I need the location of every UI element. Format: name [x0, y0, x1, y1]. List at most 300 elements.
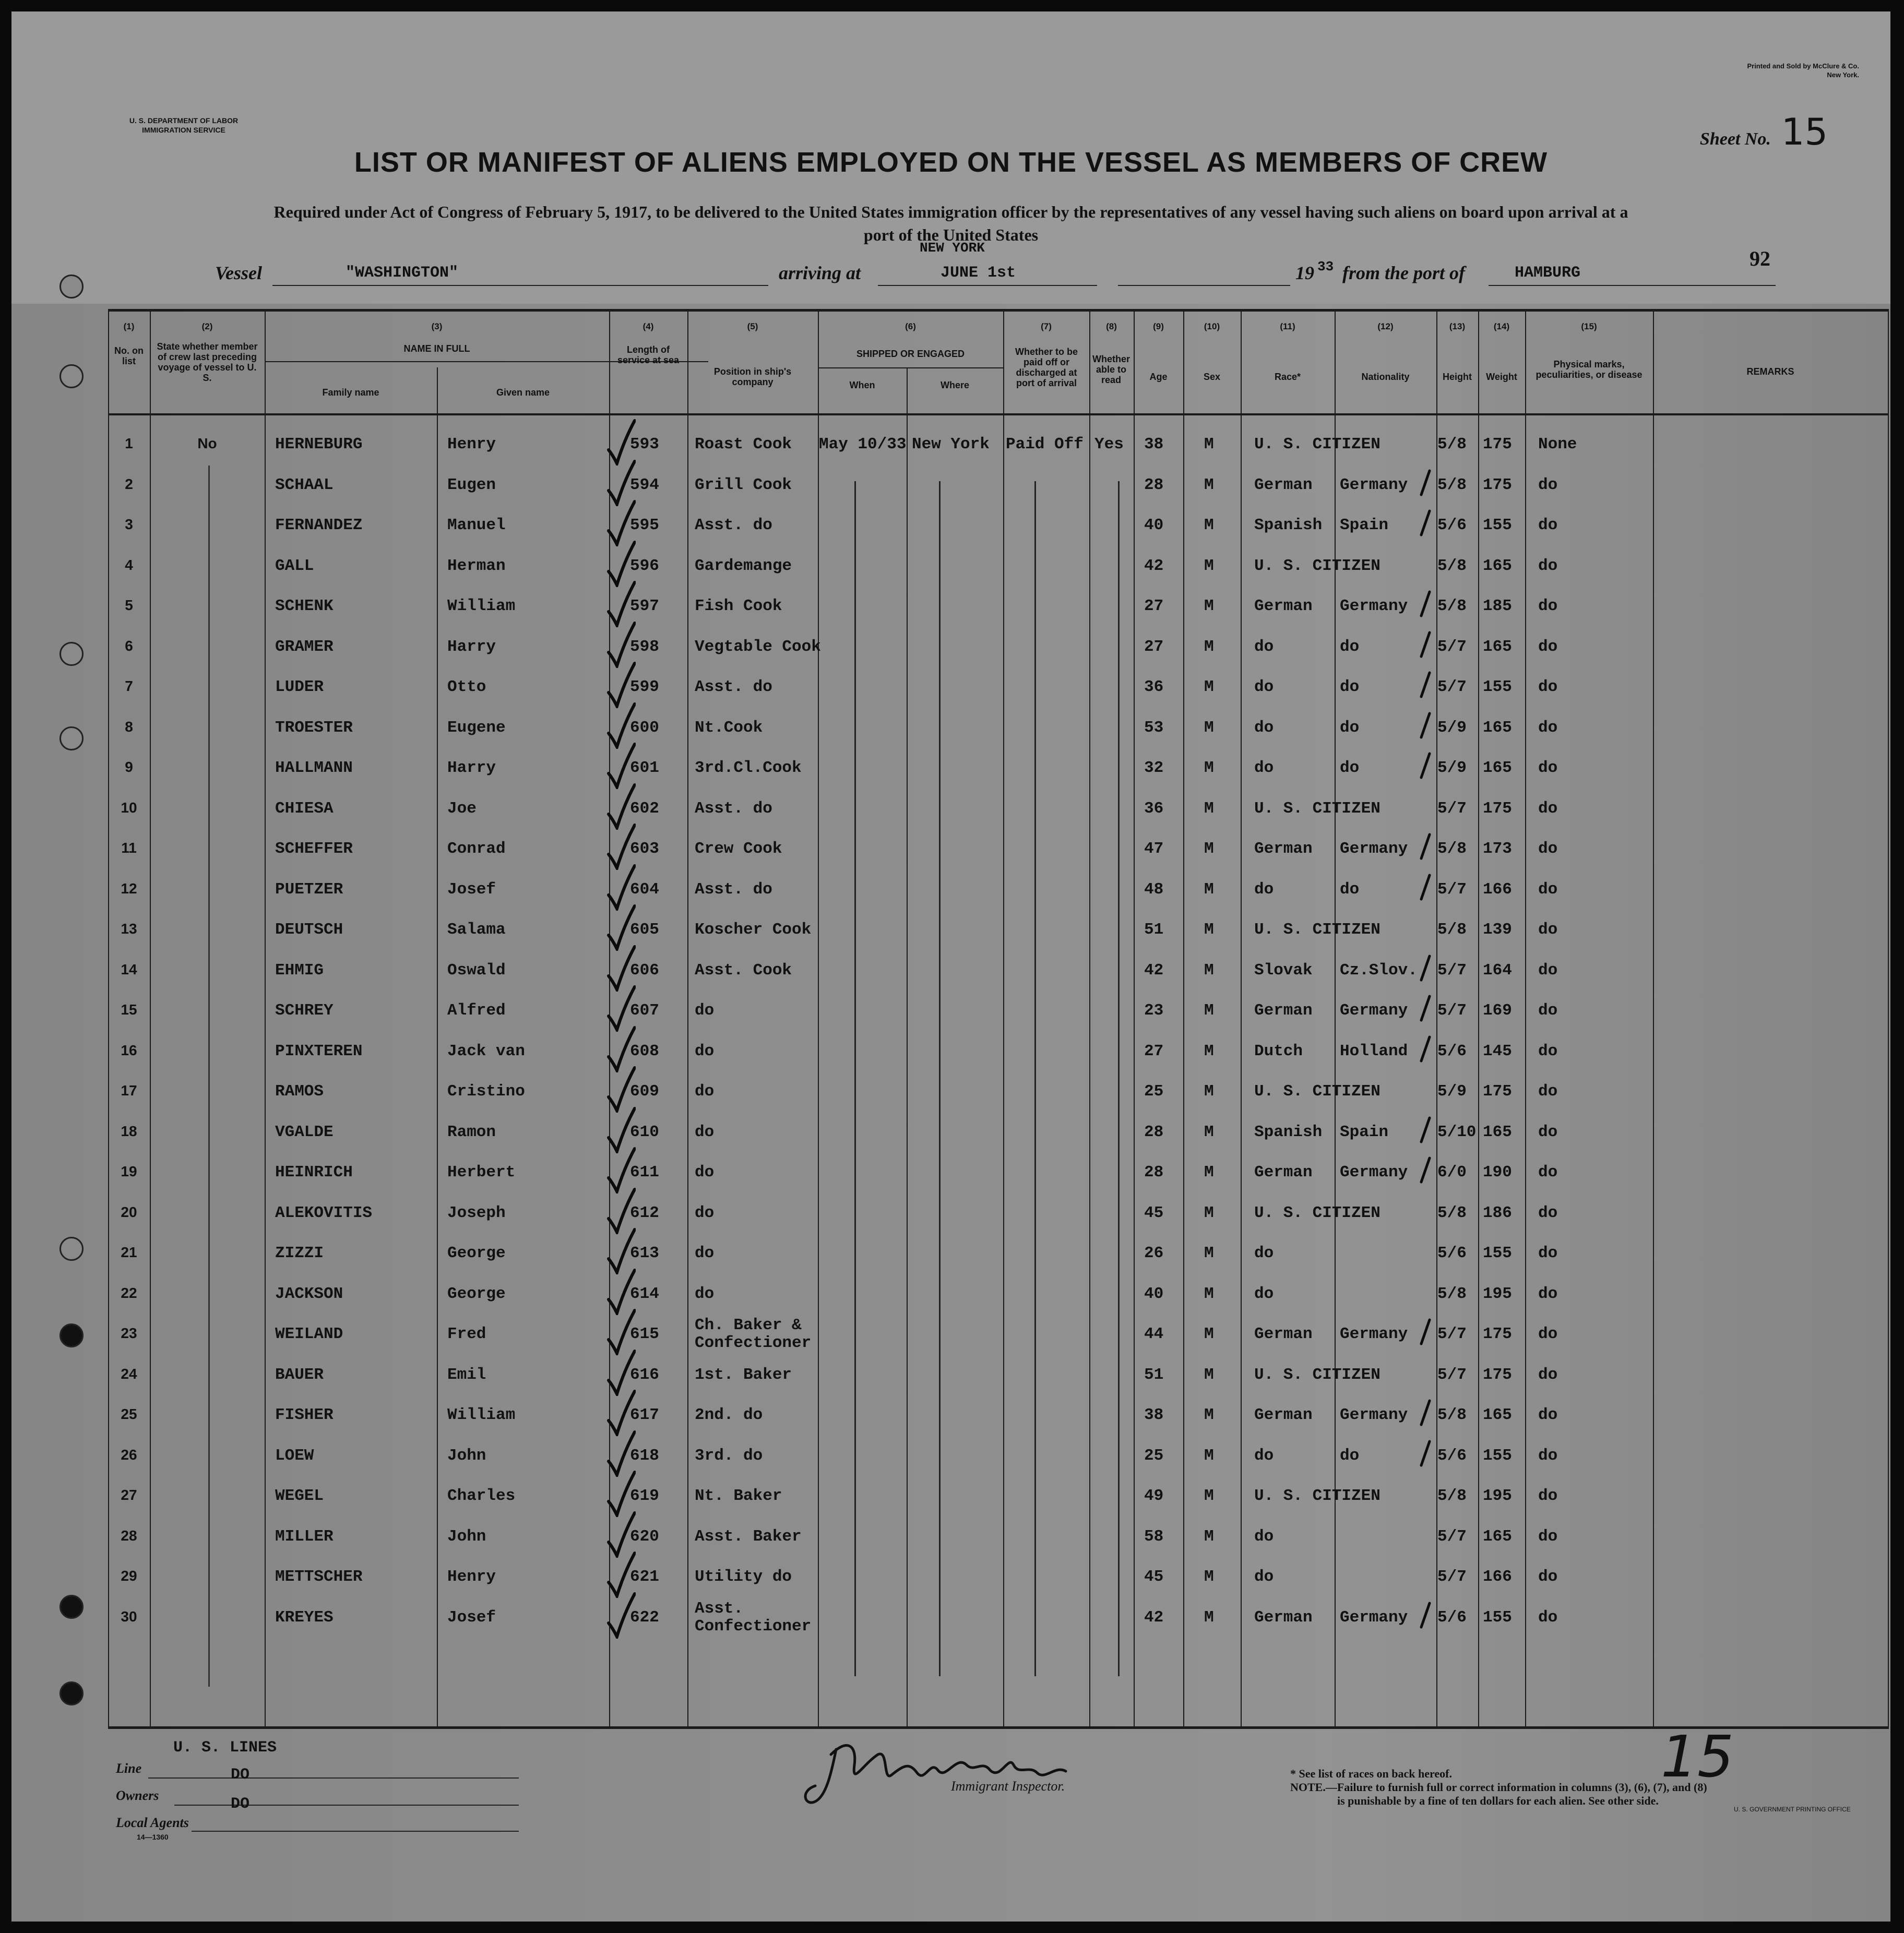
printer-line-2: New York. — [1827, 71, 1859, 79]
tally-mark — [1419, 671, 1432, 700]
cell-age: 23 — [1144, 1001, 1164, 1020]
check-mark — [606, 1430, 636, 1477]
cell-sex: M — [1204, 637, 1214, 656]
cell-nationality: Germany — [1340, 840, 1408, 858]
cell-family: FISHER — [275, 1406, 334, 1424]
table-row — [108, 1071, 1889, 1111]
footer-notes — [1290, 1767, 1854, 1808]
cell-sex: M — [1204, 1608, 1214, 1627]
cell-race: Spanish — [1254, 1123, 1323, 1141]
cell-race: German — [1254, 1406, 1313, 1424]
cell-service: 595 — [630, 516, 659, 534]
cell-given: George — [447, 1284, 506, 1303]
cell-position — [695, 1317, 811, 1352]
punch-hole — [59, 275, 84, 299]
cell-position: Grill Cook — [695, 475, 792, 494]
cell-marks: do — [1538, 1082, 1558, 1101]
cell-position-line-2: Confectioner — [695, 1617, 812, 1636]
cell-sex: M — [1204, 1203, 1214, 1222]
cell-given: Fred — [447, 1325, 486, 1343]
cell-given: Otto — [447, 678, 486, 696]
check-mark — [606, 1066, 636, 1113]
check-mark — [606, 742, 636, 789]
cell-service: 599 — [630, 678, 659, 696]
col-num-13: (13) — [1449, 321, 1466, 331]
cell-age: 25 — [1144, 1446, 1164, 1465]
cell-where: New York — [912, 435, 990, 454]
cell-position: Asst. Cook — [695, 961, 792, 980]
tally-mark — [1419, 1318, 1432, 1347]
cell-no: 29 — [121, 1568, 137, 1584]
cell-position: Vegtable Cook — [695, 637, 821, 656]
cell-position: 3rd. do — [695, 1446, 763, 1465]
cell-nationality: Germany — [1340, 1406, 1408, 1424]
hdr-remarks: REMARKS — [1746, 366, 1794, 377]
cell-marks: do — [1538, 516, 1558, 534]
cell-weight: 175 — [1483, 1365, 1512, 1384]
cell-age: 32 — [1144, 759, 1164, 777]
table-row — [108, 1273, 1889, 1313]
cell-marks: do — [1538, 1244, 1558, 1262]
cell-nationality: Spain — [1340, 1123, 1389, 1141]
cell-service: 594 — [630, 475, 659, 494]
col-num-4: (4) — [642, 321, 654, 331]
cell-weight: 165 — [1483, 1123, 1512, 1141]
tally-mark — [1419, 1116, 1432, 1145]
cell-no: 15 — [121, 1001, 137, 1018]
check-mark — [606, 1470, 636, 1517]
cell-height: 5/6 — [1437, 1244, 1467, 1262]
cell-position: Asst. do — [695, 799, 772, 818]
cell-race: U. S. CITIZEN — [1254, 435, 1381, 454]
cell-position: Asst. do — [695, 516, 772, 534]
cell-marks: do — [1538, 880, 1558, 899]
col-num-1: (1) — [123, 321, 135, 331]
form-number: 14—1360 — [137, 1833, 169, 1841]
cell-service: 621 — [630, 1568, 659, 1586]
hdr-shipped-engaged: SHIPPED OR ENGAGED — [856, 349, 965, 359]
check-mark — [606, 1187, 636, 1234]
cell-age: 26 — [1144, 1244, 1164, 1262]
cell-nationality: do — [1340, 718, 1360, 737]
table-row — [108, 1112, 1889, 1151]
cell-position: Asst. do — [695, 880, 772, 899]
cell-marks: do — [1538, 1163, 1558, 1182]
hdr-paid-off: Whether to be paid off or discharged at port of arrival — [1015, 347, 1078, 388]
manifest-page — [11, 11, 1890, 1922]
cell-family: TROESTER — [275, 718, 353, 737]
cell-race: German — [1254, 1001, 1313, 1020]
cell-given: Salama — [447, 921, 506, 939]
table-row — [108, 1152, 1889, 1191]
cell-position: do — [695, 1284, 715, 1303]
agency-block — [100, 116, 267, 135]
cell-given: John — [447, 1527, 486, 1546]
cell-race: do — [1254, 1244, 1274, 1262]
cell-service: 600 — [630, 718, 659, 737]
cell-no: 2 — [125, 475, 133, 492]
table-row — [108, 1354, 1889, 1394]
cell-service: 609 — [630, 1082, 659, 1101]
cell-nationality: do — [1340, 880, 1360, 899]
cell-given: William — [447, 597, 516, 615]
tally-mark — [1419, 1035, 1432, 1064]
cell-height: 5/8 — [1437, 556, 1467, 575]
table-row — [108, 1556, 1889, 1596]
cell-when: May 10/33 — [819, 435, 907, 454]
cell-height: 5/7 — [1437, 1568, 1467, 1586]
cell-position: do — [695, 1244, 715, 1262]
cell-sex: M — [1204, 597, 1214, 615]
hdr-weight: Weight — [1486, 372, 1517, 382]
cell-position: 3rd.Cl.Cook — [695, 759, 802, 777]
check-mark — [606, 1025, 636, 1072]
cell-nationality: do — [1340, 637, 1360, 656]
cell-weight: 175 — [1483, 435, 1512, 454]
cell-sex: M — [1204, 961, 1214, 980]
cell-given: Harry — [447, 637, 496, 656]
cell-given: Conrad — [447, 840, 506, 858]
cell-nationality: do — [1340, 759, 1360, 777]
cell-weight: 145 — [1483, 1042, 1512, 1060]
cell-marks: do — [1538, 1406, 1558, 1424]
hdr-physical-marks: Physical marks, peculiarities, or disease — [1536, 359, 1643, 380]
cell-position: Roast Cook — [695, 435, 792, 454]
check-mark — [606, 1349, 636, 1396]
punch-hole — [59, 726, 84, 750]
cell-sex: M — [1204, 718, 1214, 737]
cell-race: Slovak — [1254, 961, 1313, 980]
cell-service: 597 — [630, 597, 659, 615]
cell-family: GRAMER — [275, 637, 334, 656]
col-num-5: (5) — [747, 321, 758, 331]
note-2: NOTE.—Failure to furnish full or correct information in columns (3), (6), (7), and (8) — [1290, 1781, 1707, 1794]
cell-race: U. S. CITIZEN — [1254, 1082, 1381, 1101]
check-mark — [606, 1227, 636, 1274]
cell-no: 16 — [121, 1042, 137, 1058]
tally-mark — [1419, 590, 1432, 619]
cell-given: John — [447, 1446, 486, 1465]
cell-nationality: Holland — [1340, 1042, 1408, 1060]
col-num-2: (2) — [201, 321, 213, 331]
cell-given: Josef — [447, 1608, 496, 1627]
cell-weight: 190 — [1483, 1163, 1512, 1182]
table-row — [108, 1233, 1889, 1272]
cell-sex: M — [1204, 1487, 1214, 1505]
cell-height: 5/9 — [1437, 759, 1467, 777]
table-row — [108, 1475, 1889, 1515]
cell-family: BAUER — [275, 1365, 324, 1384]
cell-age: 27 — [1144, 597, 1164, 615]
check-mark — [606, 1592, 636, 1639]
tally-mark — [1419, 509, 1432, 538]
cell-race: U. S. CITIZEN — [1254, 1203, 1381, 1222]
cell-sex: M — [1204, 1406, 1214, 1424]
table-row — [108, 990, 1889, 1030]
punch-hole — [59, 364, 84, 388]
cell-height: 5/8 — [1437, 921, 1467, 939]
cell-family: METTSCHER — [275, 1568, 363, 1586]
cell-age: 48 — [1144, 880, 1164, 899]
cell-position-line-1: Asst. — [695, 1599, 744, 1618]
check-mark — [606, 1106, 636, 1153]
cell-sex: M — [1204, 1365, 1214, 1384]
cell-marks: do — [1538, 1203, 1558, 1222]
cell-given: Cristino — [447, 1082, 525, 1101]
print-office: U. S. GOVERNMENT PRINTING OFFICE — [1734, 1806, 1851, 1813]
cell-sex: M — [1204, 516, 1214, 534]
cell-sex: M — [1204, 1123, 1214, 1141]
cell-height: 5/7 — [1437, 880, 1467, 899]
check-mark — [606, 1389, 636, 1436]
table-row — [108, 909, 1889, 949]
cell-given: Harry — [447, 759, 496, 777]
cell-no: 18 — [121, 1123, 137, 1139]
cell-paid: Paid Off — [1006, 435, 1084, 454]
cell-family: ZIZZI — [275, 1244, 324, 1262]
cell-age: 51 — [1144, 1365, 1164, 1384]
tally-mark — [1419, 954, 1432, 983]
cell-family: SCHEFFER — [275, 840, 353, 858]
cell-race: Spanish — [1254, 516, 1323, 534]
cell-age: 28 — [1144, 1123, 1164, 1141]
cell-no: 14 — [121, 961, 137, 977]
agency-line-2: IMMIGRATION SERVICE — [142, 126, 225, 134]
handwritten-sheet-number: 15 — [1661, 1723, 1734, 1790]
cell-height: 5/8 — [1437, 597, 1467, 615]
hdr-no-on-list: No. on list — [114, 345, 144, 366]
cell-weight: 195 — [1483, 1487, 1512, 1505]
page-number: 92 — [1750, 247, 1770, 270]
cell-sex: M — [1204, 1527, 1214, 1546]
tally-mark — [1419, 1439, 1432, 1469]
cell-position: do — [695, 1203, 715, 1222]
check-mark — [606, 580, 636, 627]
tally-mark — [1419, 469, 1432, 498]
hdr-nationality: Nationality — [1361, 372, 1410, 382]
cell-race: do — [1254, 1446, 1274, 1465]
cell-service: 601 — [630, 759, 659, 777]
check-mark — [606, 1511, 636, 1558]
cell-no: 24 — [121, 1365, 137, 1382]
tally-mark — [1419, 711, 1432, 741]
note-1: * See list of races on back hereof. — [1290, 1767, 1452, 1780]
owners-label: Owners — [116, 1788, 159, 1803]
cell-height: 5/7 — [1437, 799, 1467, 818]
cell-weight: 185 — [1483, 597, 1512, 615]
arriving-date: JUNE 1st — [941, 264, 1016, 282]
col-num-11: (11) — [1280, 321, 1295, 331]
cell-position: Gardemange — [695, 556, 792, 575]
cell-family: HEINRICH — [275, 1163, 353, 1182]
cell-race: U. S. CITIZEN — [1254, 1487, 1381, 1505]
hdr-when: When — [849, 380, 875, 390]
cell-family: CHIESA — [275, 799, 334, 818]
hdr-age: Age — [1149, 372, 1168, 382]
cell-weight: 175 — [1483, 1082, 1512, 1101]
cell-no: 13 — [121, 921, 137, 937]
check-mark — [606, 1268, 636, 1315]
cell-marks: do — [1538, 759, 1558, 777]
cell-height: 5/8 — [1437, 1406, 1467, 1424]
agents-value: DO — [231, 1795, 250, 1813]
check-mark — [606, 702, 636, 749]
check-mark — [606, 783, 636, 830]
hdr-where: Where — [940, 380, 969, 390]
cell-given: George — [447, 1244, 506, 1262]
cell-crew: No — [197, 435, 217, 451]
table-row — [108, 747, 1889, 787]
cell-given: Manuel — [447, 516, 506, 534]
cell-height: 5/7 — [1437, 961, 1467, 980]
cell-race: German — [1254, 597, 1313, 615]
cell-race: U. S. CITIZEN — [1254, 799, 1381, 818]
cell-family: KREYES — [275, 1608, 334, 1627]
cell-race: German — [1254, 1163, 1313, 1182]
cell-position: Asst. do — [695, 678, 772, 696]
table-row — [108, 586, 1889, 625]
cell-weight: 165 — [1483, 637, 1512, 656]
cell-weight: 155 — [1483, 1244, 1512, 1262]
table-row — [108, 1314, 1889, 1353]
cell-age: 40 — [1144, 1284, 1164, 1303]
cell-age: 25 — [1144, 1082, 1164, 1101]
cell-sex: M — [1204, 1163, 1214, 1182]
cell-family: PINXTEREN — [275, 1042, 363, 1060]
cell-marks: do — [1538, 799, 1558, 818]
arriving-port: NEW YORK — [920, 240, 985, 256]
check-mark — [606, 661, 636, 708]
cell-height: 6/0 — [1437, 1163, 1467, 1182]
cell-position-line-2: Confectioner — [695, 1334, 812, 1352]
cell-family: HERNEBURG — [275, 435, 363, 454]
punch-hole — [59, 1323, 84, 1347]
table-row — [108, 1597, 1889, 1637]
check-mark — [606, 1551, 636, 1598]
col-num-8: (8) — [1106, 321, 1117, 331]
cell-service: 622 — [630, 1608, 659, 1627]
cell-nationality: do — [1340, 678, 1360, 696]
cell-sex: M — [1204, 1244, 1214, 1262]
cell-sex: M — [1204, 799, 1214, 818]
cell-given: Henry — [447, 1568, 496, 1586]
cell-weight: 175 — [1483, 475, 1512, 494]
cell-no: 28 — [121, 1527, 137, 1544]
cell-position: do — [695, 1123, 715, 1141]
punch-hole — [59, 1237, 84, 1261]
hdr-height: Height — [1443, 372, 1472, 382]
year-prefix: 19 — [1295, 262, 1314, 283]
arriving-label: arriving at — [779, 262, 861, 283]
cell-no: 30 — [121, 1608, 137, 1625]
cell-weight: 165 — [1483, 718, 1512, 737]
cell-no: 8 — [125, 718, 133, 735]
cell-weight: 186 — [1483, 1203, 1512, 1222]
punch-hole — [59, 1595, 84, 1619]
cell-given: Jack van — [447, 1042, 525, 1060]
owners-value: DO — [231, 1766, 250, 1784]
cell-age: 42 — [1144, 1608, 1164, 1627]
cell-given: Ramon — [447, 1123, 496, 1141]
table-row — [108, 1192, 1889, 1232]
hdr-state-whether: State whether member of crew last preceding voyage of vessel to U. S. — [157, 341, 258, 383]
cell-marks: do — [1538, 1325, 1558, 1343]
cell-weight: 139 — [1483, 921, 1512, 939]
hdr-race: Race* — [1274, 372, 1301, 382]
cell-service: 606 — [630, 961, 659, 980]
cell-no: 19 — [121, 1163, 137, 1179]
cell-height: 5/8 — [1437, 1487, 1467, 1505]
table-row — [108, 1516, 1889, 1556]
cell-race: German — [1254, 840, 1313, 858]
table-row — [108, 505, 1889, 544]
cell-weight: 169 — [1483, 1001, 1512, 1020]
cell-family: FERNANDEZ — [275, 516, 363, 534]
inspector-signature — [800, 1734, 1102, 1812]
table-row — [108, 545, 1889, 585]
cell-race: do — [1254, 637, 1274, 656]
note-3: is punishable by a fine of ten dollars for each alien. See other side. — [1337, 1794, 1659, 1807]
tally-mark — [1419, 751, 1432, 781]
tally-mark — [1419, 630, 1432, 660]
from-port: HAMBURG — [1515, 264, 1581, 282]
cell-position: 2nd. do — [695, 1406, 763, 1424]
cell-sex: M — [1204, 1284, 1214, 1303]
cell-no: 12 — [121, 880, 137, 897]
table-row — [108, 1031, 1889, 1070]
cell-weight: 166 — [1483, 1568, 1512, 1586]
cell-position: Fish Cook — [695, 597, 782, 615]
cell-service: 593 — [630, 435, 659, 454]
cell-given: Josef — [447, 880, 496, 899]
cell-service: 620 — [630, 1527, 659, 1546]
hdr-length-service: Length of service at sea — [617, 344, 680, 365]
cell-marks: do — [1538, 1446, 1558, 1465]
cell-marks: do — [1538, 475, 1558, 494]
check-mark — [606, 823, 636, 870]
cell-height: 5/7 — [1437, 1001, 1467, 1020]
sheet-value: 15 — [1781, 111, 1828, 153]
table-row — [108, 707, 1889, 747]
cell-height: 5/7 — [1437, 1365, 1467, 1384]
cell-age: 27 — [1144, 1042, 1164, 1060]
cell-no: 9 — [125, 759, 133, 775]
table-row — [108, 666, 1889, 706]
cell-given: Charles — [447, 1487, 516, 1505]
col-num-9: (9) — [1153, 321, 1164, 331]
cell-no: 10 — [121, 799, 137, 816]
cell-marks: None — [1538, 435, 1577, 454]
cell-no: 22 — [121, 1284, 137, 1301]
cell-family: VGALDE — [275, 1123, 334, 1141]
cell-weight: 155 — [1483, 1446, 1512, 1465]
cell-nationality: Germany — [1340, 1608, 1408, 1627]
cell-family: EHMIG — [275, 961, 324, 980]
cell-race: U. S. CITIZEN — [1254, 556, 1381, 575]
col-num-3: (3) — [431, 321, 443, 331]
tally-mark — [1419, 1399, 1432, 1428]
cell-service: 617 — [630, 1406, 659, 1424]
cell-weight: 164 — [1483, 961, 1512, 980]
cell-height: 5/7 — [1437, 637, 1467, 656]
cell-marks: do — [1538, 1284, 1558, 1303]
cell-no: 23 — [121, 1325, 137, 1341]
cell-position: do — [695, 1001, 715, 1020]
cell-age: 36 — [1144, 678, 1164, 696]
vessel-name: "WASHINGTON" — [346, 264, 459, 282]
cell-given: Herman — [447, 556, 506, 575]
check-mark — [606, 904, 636, 951]
